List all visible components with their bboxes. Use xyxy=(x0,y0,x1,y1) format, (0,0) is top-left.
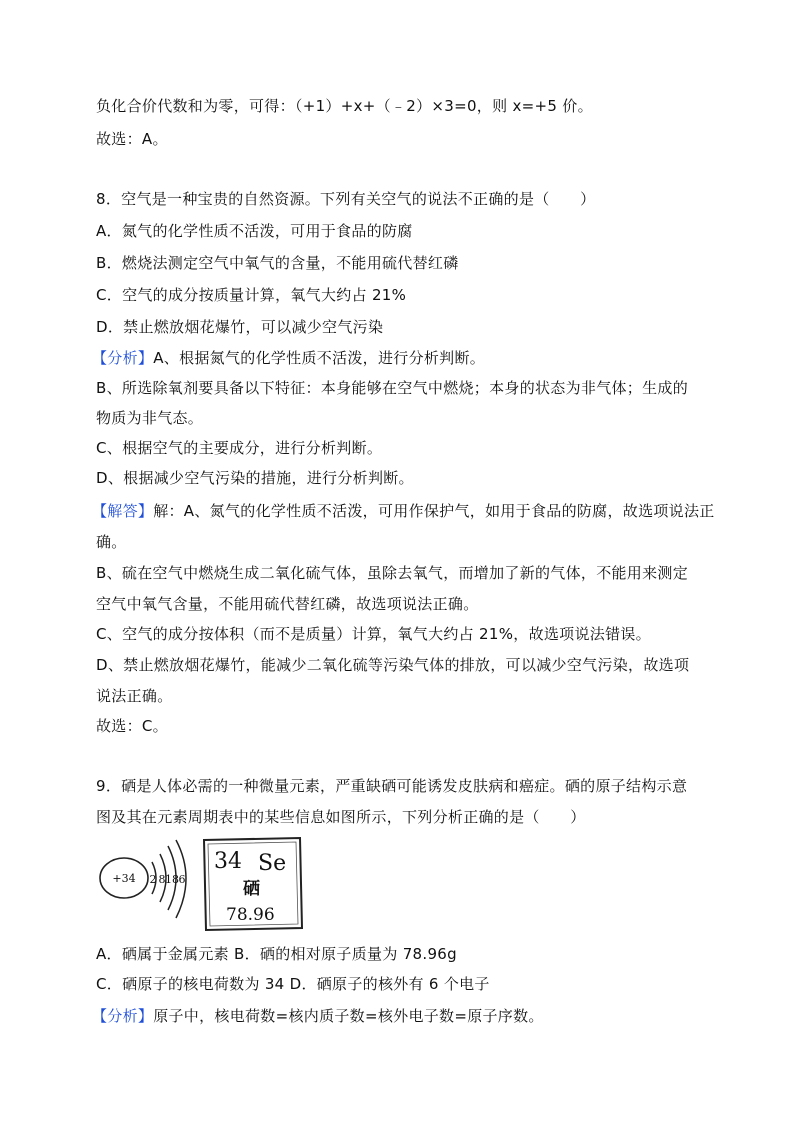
option-line: A．硒属于金属元素 B．硒的相对原子质量为 78.96g xyxy=(96,945,457,963)
choice-line: 故选：C。 xyxy=(96,717,168,735)
atomic-mass: 78.96 xyxy=(226,905,275,925)
answer-tag: 【解答】 xyxy=(92,502,154,520)
option-d: D．禁止燃放烟花爆竹，可以减少空气污染 xyxy=(96,318,384,336)
analysis-line: B、所选除氧剂要具备以下特征：本身能够在空气中燃烧；本身的状态为非气体；生成的 xyxy=(96,379,688,397)
answer-line: 说法正确。 xyxy=(96,687,173,705)
question-9-stem: 9．硒是人体必需的一种微量元素，严重缺硒可能诱发皮肤病和癌症。硒的原子结构示意 xyxy=(96,777,688,795)
answer-line: D、禁止燃放烟花爆竹，能减少二氧化硫等污染气体的排放，可以减少空气污染，故选项 xyxy=(96,656,690,674)
analysis-tag: 【分析】 xyxy=(92,349,154,367)
nucleus-charge: +34 xyxy=(112,872,136,885)
analysis-line: 【分析】A、根据氮气的化学性质不活泼，进行分析判断。 xyxy=(92,349,486,367)
question-8-stem: 8．空气是一种宝贵的自然资源。下列有关空气的说法不正确的是（ ） xyxy=(96,190,596,208)
text-line: 负化合价代数和为零，可得：（+1）+x+（﹣2）×3=0，则 x=+5 价。 xyxy=(96,97,593,115)
option-a: A．氮气的化学性质不活泼，可用于食品的防腐 xyxy=(96,222,413,240)
answer-line: 空气中氧气含量，不能用硫代替红磷，故选项说法正确。 xyxy=(96,595,479,613)
shell-count: 18 xyxy=(165,873,179,886)
option-b: B．燃烧法测定空气中氧气的含量，不能用硫代替红磷 xyxy=(96,254,459,272)
element-symbol: Se xyxy=(258,851,287,876)
analysis-line: 【分析】原子中，核电荷数=核内质子数=核外电子数=原子序数。 xyxy=(92,1007,544,1025)
option-line: C．硒原子的核电荷数为 34 D．硒原子的核外有 6 个电子 xyxy=(96,975,490,993)
answer-line: B、硫在空气中燃烧生成二氧化硫气体，虽除去氧气，而增加了新的气体，不能用来测定 xyxy=(96,564,688,582)
shell-count: 2 xyxy=(149,873,157,886)
answer-line: 【解答】解：A、氮气的化学性质不活泼，可用作保护气，如用于食品的防腐，故选项说法正 xyxy=(92,502,715,520)
option-c: C．空气的成分按质量计算，氧气大约占 21% xyxy=(96,286,407,304)
analysis-tag: 【分析】 xyxy=(92,1007,154,1025)
element-name: 硒 xyxy=(243,879,260,899)
shell-count: 8 xyxy=(158,873,166,886)
atomic-number: 34 xyxy=(214,849,242,874)
question-9-stem: 图及其在元素周期表中的某些信息如图所示，下列分析正确的是（ ） xyxy=(96,808,586,826)
analysis-line: D、根据减少空气污染的措施，进行分析判断。 xyxy=(96,469,414,487)
text-line: 故选：A。 xyxy=(96,130,168,148)
analysis-line: 物质为非气态。 xyxy=(96,409,204,427)
selenium-diagram xyxy=(96,836,326,936)
shell-count: 6 xyxy=(178,873,186,886)
answer-line: 确。 xyxy=(96,533,127,551)
answer-line: C、空气的成分按体积（而不是质量）计算，氧气大约占 21%，故选项说法错误。 xyxy=(96,625,651,643)
analysis-line: C、根据空气的主要成分，进行分析判断。 xyxy=(96,439,383,457)
